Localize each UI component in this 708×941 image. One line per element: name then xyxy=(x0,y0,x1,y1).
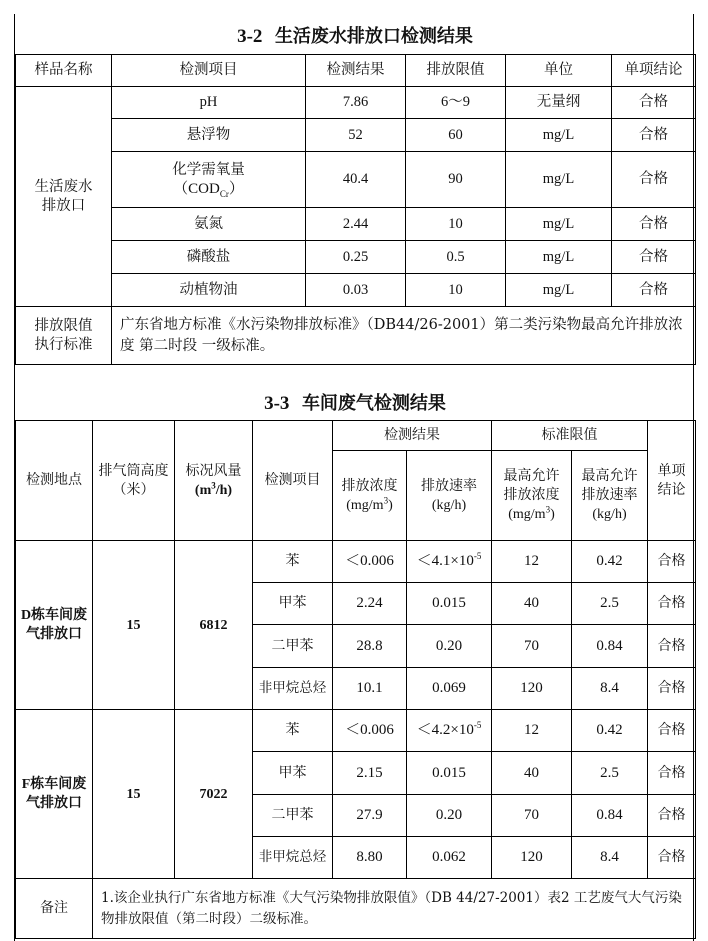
max-rate-cell: 2.5 xyxy=(572,752,648,795)
sample-name-line2: 排放口 xyxy=(41,197,86,214)
header-limits-group: 标准限值 xyxy=(492,421,648,451)
max-conc-cell: 40 xyxy=(492,583,572,625)
limit-cell: 10 xyxy=(406,274,506,307)
header-rate xyxy=(407,451,492,541)
flow-cell: 7022 xyxy=(175,710,253,879)
header-stack-height-line2: （米） xyxy=(112,481,155,498)
max-conc-cell: 70 xyxy=(492,795,572,837)
header-max-conc-line3: $(mg/m^3)$ xyxy=(508,504,555,522)
limit-cell: 0.5 xyxy=(406,241,506,274)
limit-cell: 60 xyxy=(406,119,506,152)
standard-label-line2: 执行标准 xyxy=(34,336,93,353)
max-conc-cell: 120 xyxy=(492,837,572,879)
conclusion-cell: 合格 xyxy=(612,119,696,152)
item-cod-line1: 化学需氧量 xyxy=(172,161,245,178)
conclusion-cell: 合格 xyxy=(648,625,696,668)
item-cell: pH xyxy=(112,87,306,119)
table-row xyxy=(16,119,696,152)
location-line1: D栋车间废 xyxy=(20,608,88,623)
item-cell: 二甲苯 xyxy=(253,795,333,837)
header-max-rate xyxy=(572,451,648,541)
remark-row xyxy=(16,879,696,939)
header-max-rate-line3: (kg/h) xyxy=(592,507,627,522)
limit-cell: 90 xyxy=(406,152,506,208)
rate-cell: 0.069 xyxy=(407,668,492,710)
sample-name-line1: 生活废水 xyxy=(34,178,93,195)
conclusion-cell: 合格 xyxy=(648,668,696,710)
rate-cell: $<4.2\times 10^{-5}$ xyxy=(407,710,492,752)
conc-cell: 27.9 xyxy=(333,795,407,837)
max-rate-cell: 2.5 xyxy=(572,583,648,625)
table-32-title: 3-2 生活废水排放口检测结果 xyxy=(237,26,473,47)
conc-cell: ＜0.006 xyxy=(333,541,407,583)
rate-cell: 0.015 xyxy=(407,583,492,625)
max-rate-cell: 0.42 xyxy=(572,541,648,583)
table-33-title: 3-3 车间废气检测结果 xyxy=(264,393,446,414)
limit-cell: 10 xyxy=(406,208,506,241)
header-max-rate-line2: 排放速率 xyxy=(581,487,638,503)
conclusion-cell: 合格 xyxy=(648,752,696,795)
header-conclusion-line2: 结论 xyxy=(657,481,686,498)
conclusion-cell: 合格 xyxy=(612,152,696,208)
conc-cell: ＜0.006 xyxy=(333,710,407,752)
max-rate-cell: 0.84 xyxy=(572,625,648,668)
unit-cell: mg/L xyxy=(506,208,612,241)
remark-text: 1.该企业执行广东省地方标准《大气污染物排放限值》（DB 44/27-2001）表2 工艺废气大气污染物排放限值（第二时段）二级标准。 xyxy=(93,879,696,939)
header-unit: 单位 xyxy=(506,55,612,87)
header-item: 检测项目 xyxy=(253,421,333,541)
unit-cell: mg/L xyxy=(506,274,612,307)
item-cell: 氨氮 xyxy=(112,208,306,241)
table-row xyxy=(16,541,696,583)
standard-label-line1: 排放限值 xyxy=(34,317,93,334)
item-cell xyxy=(112,152,306,208)
stack-height-cell: 15 xyxy=(93,710,175,879)
header-results-group: 检测结果 xyxy=(333,421,492,451)
unit-cell: 无量纲 xyxy=(506,87,612,119)
unit-cell: mg/L xyxy=(506,241,612,274)
conc-cell: 10.1 xyxy=(333,668,407,710)
standard-label-cell xyxy=(16,307,112,365)
item-cod-line2: $(COD_{Cr})$ xyxy=(173,180,244,199)
table-row xyxy=(16,87,696,119)
conc-cell: 28.8 xyxy=(333,625,407,668)
header-rate-line2: (kg/h) xyxy=(431,497,467,513)
rate-cell: 0.20 xyxy=(407,625,492,668)
rate-cell: $<4.1\times 10^{-5}$ xyxy=(407,541,492,583)
item-cell: 非甲烷总烃 xyxy=(253,837,333,879)
wastewater-table xyxy=(15,54,696,365)
header-test-item: 检测项目 xyxy=(112,55,306,87)
conc-cell: 2.15 xyxy=(333,752,407,795)
conclusion-cell: 合格 xyxy=(612,241,696,274)
conclusion-cell: 合格 xyxy=(648,710,696,752)
item-cell: 磷酸盐 xyxy=(112,241,306,274)
item-cell: 动植物油 xyxy=(112,274,306,307)
sample-name-cell xyxy=(16,87,112,307)
unit-cell: mg/L xyxy=(506,152,612,208)
conclusion-cell: 合格 xyxy=(648,541,696,583)
header-max-conc-line2: 排放浓度 xyxy=(503,487,560,503)
max-conc-cell: 12 xyxy=(492,541,572,583)
table-header-row xyxy=(16,55,696,87)
remark-label: 备注 xyxy=(16,879,93,939)
location-line2: 气排放口 xyxy=(26,796,82,811)
item-cell: 非甲烷总烃 xyxy=(253,668,333,710)
max-conc-cell: 12 xyxy=(492,710,572,752)
header-max-concentration xyxy=(492,451,572,541)
item-cell: 苯 xyxy=(253,710,333,752)
header-conc-line2: $(mg/m^3)$ xyxy=(346,494,393,513)
standard-text: 广东省地方标准《水污染物排放标准》（DB44/26-2001）第二类污染物最高允许排放浓度 第二时段 一级标准。 xyxy=(112,307,696,365)
header-flow-line1: 标况风量 xyxy=(185,462,242,479)
header-flow-line2: $(m^3/h)$ xyxy=(194,479,233,498)
table-row xyxy=(16,152,696,208)
conclusion-cell: 合格 xyxy=(612,208,696,241)
rate-cell: 0.015 xyxy=(407,752,492,795)
header-result: 检测结果 xyxy=(306,55,406,87)
max-rate-cell: 8.4 xyxy=(572,668,648,710)
unit-cell: mg/L xyxy=(506,119,612,152)
item-cell: 二甲苯 xyxy=(253,625,333,668)
max-rate-cell: 8.4 xyxy=(572,837,648,879)
header-sample-name: 样品名称 xyxy=(16,55,112,87)
header-conclusion: 单项结论 xyxy=(612,55,696,87)
result-cell: 52 xyxy=(306,119,406,152)
header-max-conc-line1: 最高允许 xyxy=(503,468,560,484)
max-conc-cell: 70 xyxy=(492,625,572,668)
header-location: 检测地点 xyxy=(16,421,93,541)
item-cell: 甲苯 xyxy=(253,752,333,795)
conclusion-cell: 合格 xyxy=(648,837,696,879)
rate-cell: 0.062 xyxy=(407,837,492,879)
limit-cell: 6～9 xyxy=(406,87,506,119)
exhaust-gas-table xyxy=(15,420,696,939)
header-conclusion-line1: 单项 xyxy=(657,462,686,479)
item-cell: 苯 xyxy=(253,541,333,583)
result-cell: 7.86 xyxy=(306,87,406,119)
standard-row xyxy=(16,307,696,365)
max-rate-cell: 0.42 xyxy=(572,710,648,752)
result-cell: 40.4 xyxy=(306,152,406,208)
header-conclusion xyxy=(648,421,696,541)
stack-height-cell: 15 xyxy=(93,541,175,710)
location-cell xyxy=(16,541,93,710)
conc-cell: 8.80 xyxy=(333,837,407,879)
header-concentration xyxy=(333,451,407,541)
table-row xyxy=(16,208,696,241)
header-limit: 排放限值 xyxy=(406,55,506,87)
table-header-row xyxy=(16,421,696,451)
rate-cell: 0.20 xyxy=(407,795,492,837)
max-conc-cell: 120 xyxy=(492,668,572,710)
conclusion-cell: 合格 xyxy=(648,583,696,625)
max-conc-cell: 40 xyxy=(492,752,572,795)
result-cell: 0.03 xyxy=(306,274,406,307)
header-rate-line1: 排放速率 xyxy=(421,477,477,494)
conclusion-cell: 合格 xyxy=(612,274,696,307)
result-cell: 0.25 xyxy=(306,241,406,274)
table-row xyxy=(16,274,696,307)
item-cell: 甲苯 xyxy=(253,583,333,625)
location-line1: F栋车间废 xyxy=(21,777,87,792)
result-cell: 2.44 xyxy=(306,208,406,241)
header-flow xyxy=(175,421,253,541)
header-stack-height xyxy=(93,421,175,541)
report-page xyxy=(14,14,694,941)
location-line2: 气排放口 xyxy=(26,627,82,642)
header-max-rate-line1: 最高允许 xyxy=(581,468,638,484)
item-cell: 悬浮物 xyxy=(112,119,306,152)
flow-cell: 6812 xyxy=(175,541,253,710)
table-row xyxy=(16,710,696,752)
max-rate-cell: 0.84 xyxy=(572,795,648,837)
conclusion-cell: 合格 xyxy=(612,87,696,119)
location-cell xyxy=(16,710,93,879)
header-conc-line1: 排放浓度 xyxy=(341,477,398,494)
conc-cell: 2.24 xyxy=(333,583,407,625)
table-row xyxy=(16,241,696,274)
header-stack-height-line1: 排气筒高度 xyxy=(98,462,169,479)
conclusion-cell: 合格 xyxy=(648,795,696,837)
